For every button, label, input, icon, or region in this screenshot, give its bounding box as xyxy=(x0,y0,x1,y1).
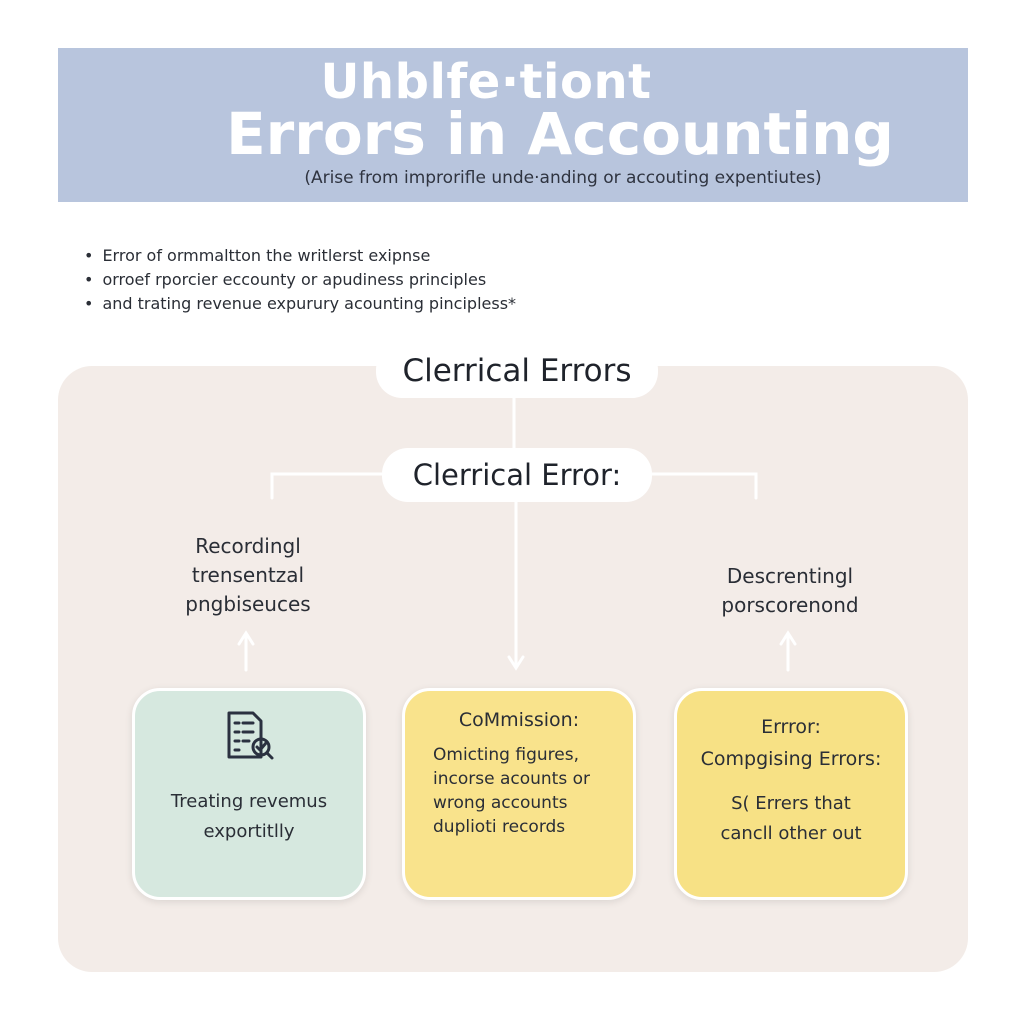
card-compensating-errors xyxy=(674,688,908,900)
card-line: Treating revemus xyxy=(170,791,328,812)
card-title-line: Errror: xyxy=(761,716,821,738)
card-line: S( Errers that xyxy=(731,793,851,814)
right-branch-label xyxy=(690,562,890,620)
card-line: Omicting figures, xyxy=(433,745,579,765)
left-branch-line: pngbiseuces xyxy=(185,592,311,616)
card-line: wrong accounts xyxy=(433,793,568,813)
connector-left-branch xyxy=(272,474,382,498)
card-title xyxy=(677,711,905,775)
right-branch-line: Descrentingl xyxy=(726,564,854,588)
left-branch-label xyxy=(148,532,348,619)
right-branch-line: porscorenond xyxy=(721,593,859,617)
bullet-item: • Error of ormmaltton the writlerst exipnse xyxy=(84,244,516,268)
banner-subtitle: (Arise from improrifle unde·anding or accouting expentiutes) xyxy=(304,168,822,188)
card-text xyxy=(433,743,633,839)
left-branch-line: Recordingl xyxy=(195,534,301,558)
connector-right-branch xyxy=(652,474,756,498)
left-branch-line: trensentzal xyxy=(191,563,305,587)
card-title-line: Compgising Errors: xyxy=(700,748,882,770)
bullet-item: • orroef rporcier eccounty or apudiness principles xyxy=(84,268,516,292)
card-line: exportitlly xyxy=(203,821,295,842)
card-text xyxy=(135,787,363,847)
card-title: CoMmission: xyxy=(458,709,580,731)
sub-node: Clerrical Error: xyxy=(382,448,652,502)
card-text xyxy=(677,789,905,849)
checklist-document-icon xyxy=(221,707,277,763)
bullet-item: • and trating revenue expurury acounting pincipless* xyxy=(84,292,516,316)
card-treating-revenue xyxy=(132,688,366,900)
card-line: incorse acounts or xyxy=(433,769,590,789)
card-commission xyxy=(402,688,636,900)
banner-title-line-1: Uhblfe·tiont xyxy=(320,54,652,110)
card-line: duplioti records xyxy=(433,817,566,837)
banner-title-line-2: Errors in Accounting xyxy=(226,100,894,168)
card-line: cancll other out xyxy=(720,823,862,844)
main-node: Clerrical Errors xyxy=(376,344,658,398)
